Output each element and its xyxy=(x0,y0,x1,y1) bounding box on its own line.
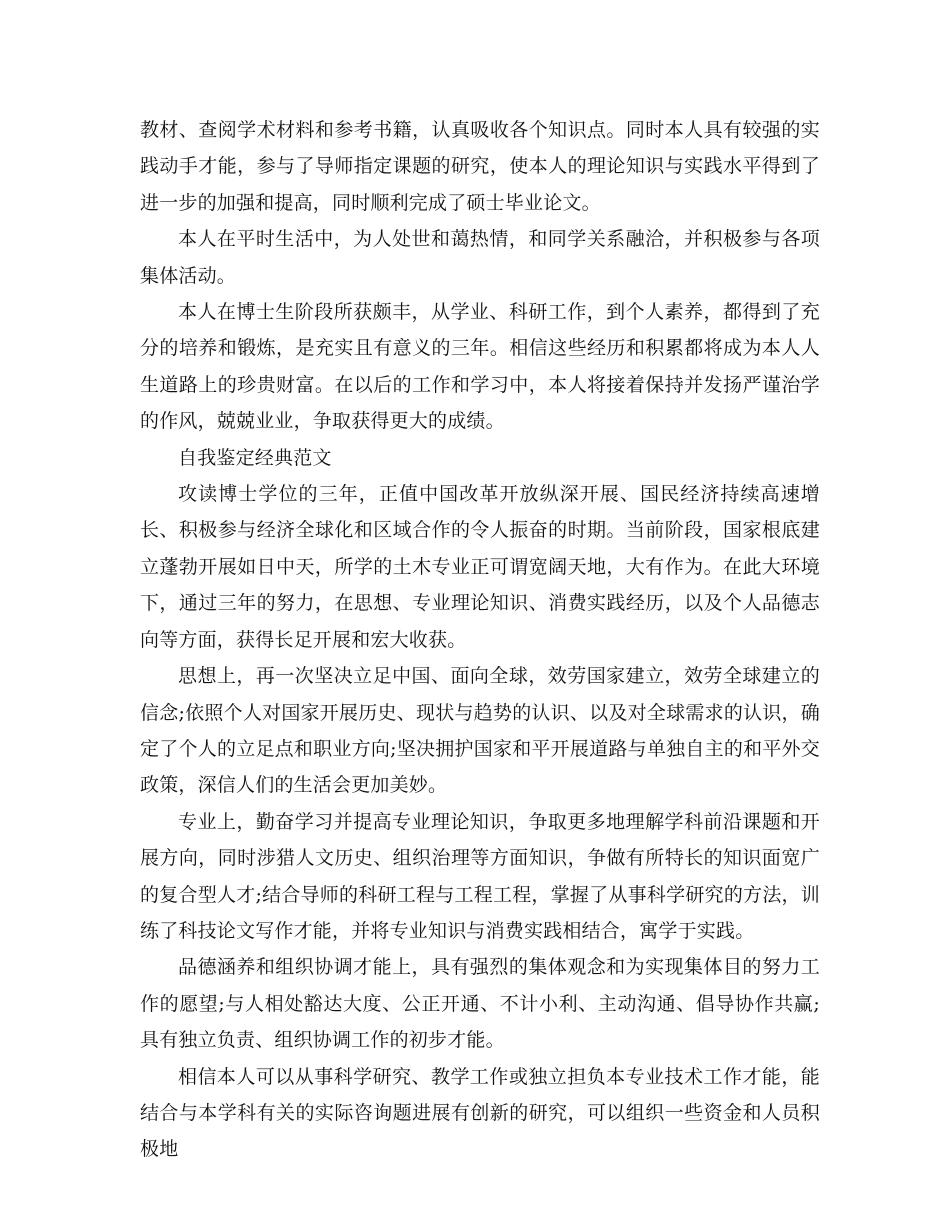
paragraph-intro: 攻读博士学位的三年，正值中国改革开放纵深开展、国民经济持续高速增长、积极参与经济全球化和区域合作的令人振奋的时期。当前阶段，国家根底建立蓬勃开展如日中天，所学的土木专业正可谓宽阔天地，大有作为。在此大环境下，通过三年的努力，在思想、专业理论知识、消费实践经历，以及个人品德志向等方面，获得长足开展和宏大收获。 xyxy=(140,483,820,651)
paragraph-phd-summary: 本人在博士生阶段所获颇丰，从学业、科研工作，到个人素养，都得到了充分的培养和锻炼，是充实且有意义的三年。相信这些经历和积累都将成为本人人生道路上的珍贵财富。在以后的工作和学习中，本人将接着保持并发扬严谨治学的作风，兢兢业业，争取获得更大的成绩。 xyxy=(140,301,820,433)
paragraph-ability: 相信本人可以从事科学研究、教学工作或独立担负本专业技术工作才能，能结合与本学科有关的实际咨询题进展有创新的研究，可以组织一些资金和人员积极地 xyxy=(140,1065,820,1161)
document-body xyxy=(140,112,820,1168)
paragraph-continuation: 教材、查阅学术材料和参考书籍，认真吸收各个知识点。同时本人具有较强的实践动手才能，参与了导师指定课题的研究，使本人的理论知识与实践水平得到了进一步的加强和提高，同时顺利完成了硕士毕业论文。 xyxy=(140,119,820,214)
paragraph-ideology: 思想上，再一次坚决立足中国、面向全球，效劳国家建立，效劳全球建立的信念;依照个人对国家开展历史、现状与趋势的认识、以及对全球需求的认识，确定了个人的立足点和职业方向;坚决拥护国家和平开展道路与单独自主的和平外交政策，深信人们的生活会更加美妙。 xyxy=(140,665,820,797)
paragraph-social-life: 本人在平时生活中，为人处世和蔼热情，和同学关系融洽，并积极参与各项集体活动。 xyxy=(140,228,820,287)
paragraph-professional: 专业上，勤奋学习并提高专业理论知识，争取更多地理解学科前沿课题和开展方向，同时涉猎人文历史、组织治理等方面知识，争做有所特长的知识面宽广的复合型人才;结合导师的科研工程与工程工程，掌握了从事科学研究的方法，训练了科技论文写作才能，并将专业知识与消费实践相结合，寓学于实践。 xyxy=(140,810,820,942)
section-heading: 自我鉴定经典范文 xyxy=(178,446,332,469)
paragraph-character: 品德涵养和组织协调才能上，具有强烈的集体观念和为实现集体目的努力工作的愿望;与人相处豁达大度、公正开通、不计小利、主动沟通、倡导协作共赢;具有独立负责、组织协调工作的初步才能。 xyxy=(140,956,820,1052)
